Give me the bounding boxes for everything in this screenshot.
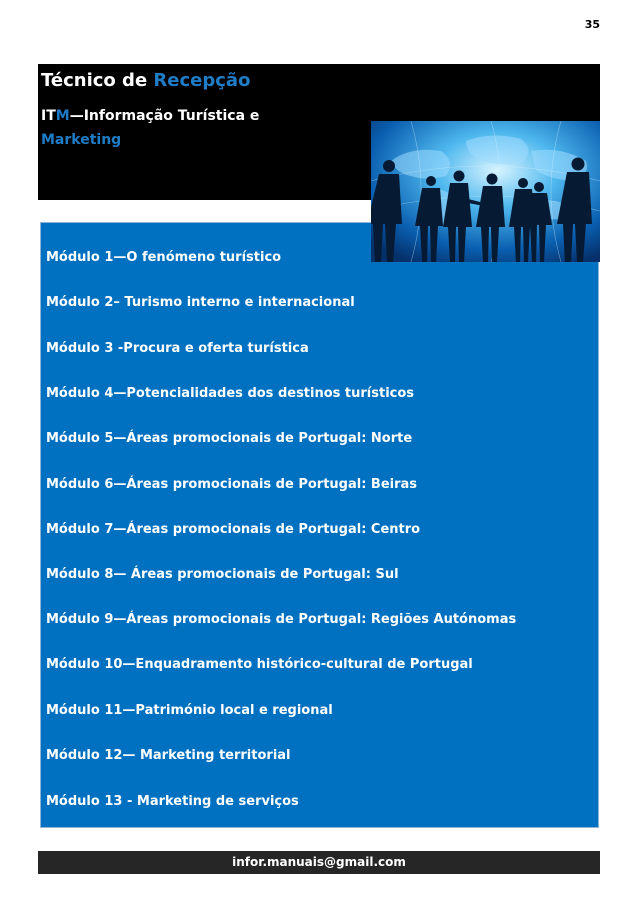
subtitle-it: IT (41, 108, 56, 124)
title-accent: Recepção (153, 70, 251, 91)
footer-email: infor.manuais@gmail.com (232, 855, 406, 869)
module-item: Módulo 5—Áreas promocionais de Portugal: Norte (46, 431, 413, 446)
module-item: Módulo 13 - Marketing de serviços (46, 794, 299, 809)
module-item: Módulo 4—Potencialidades dos destinos turísticos (46, 386, 415, 401)
page-number: 35 (584, 18, 600, 31)
module-panel (40, 222, 599, 828)
module-item: Módulo 2– Turismo interno e internacional (46, 295, 355, 310)
page-subtitle (41, 104, 301, 152)
subtitle-rest: —Informação Turística e (69, 108, 260, 124)
module-item: Módulo 10—Enquadramento histórico-cultural de Portugal (46, 657, 473, 672)
page-title (41, 70, 250, 91)
title-prefix: Técnico de (41, 70, 154, 91)
module-item: Módulo 7—Áreas promocionais de Portugal: Centro (46, 522, 421, 537)
module-item: Módulo 6—Áreas promocionais de Portugal: Beiras (46, 477, 418, 492)
module-item: Módulo 12— Marketing territorial (46, 748, 291, 763)
business-people-world-map-image (371, 121, 600, 262)
subtitle-m: M (55, 108, 70, 124)
module-item: Módulo 11—Património local e regional (46, 703, 333, 718)
module-item: Módulo 1—O fenómeno turístico (46, 250, 282, 265)
subtitle-accent: Marketing (41, 132, 122, 148)
module-item: Módulo 8— Áreas promocionais de Portugal: Sul (46, 567, 399, 582)
module-item: Módulo 3 -Procura e oferta turística (46, 341, 309, 356)
footer-bar (38, 851, 600, 874)
module-item: Módulo 9—Áreas promocionais de Portugal: Regiões Autónomas (46, 612, 517, 627)
